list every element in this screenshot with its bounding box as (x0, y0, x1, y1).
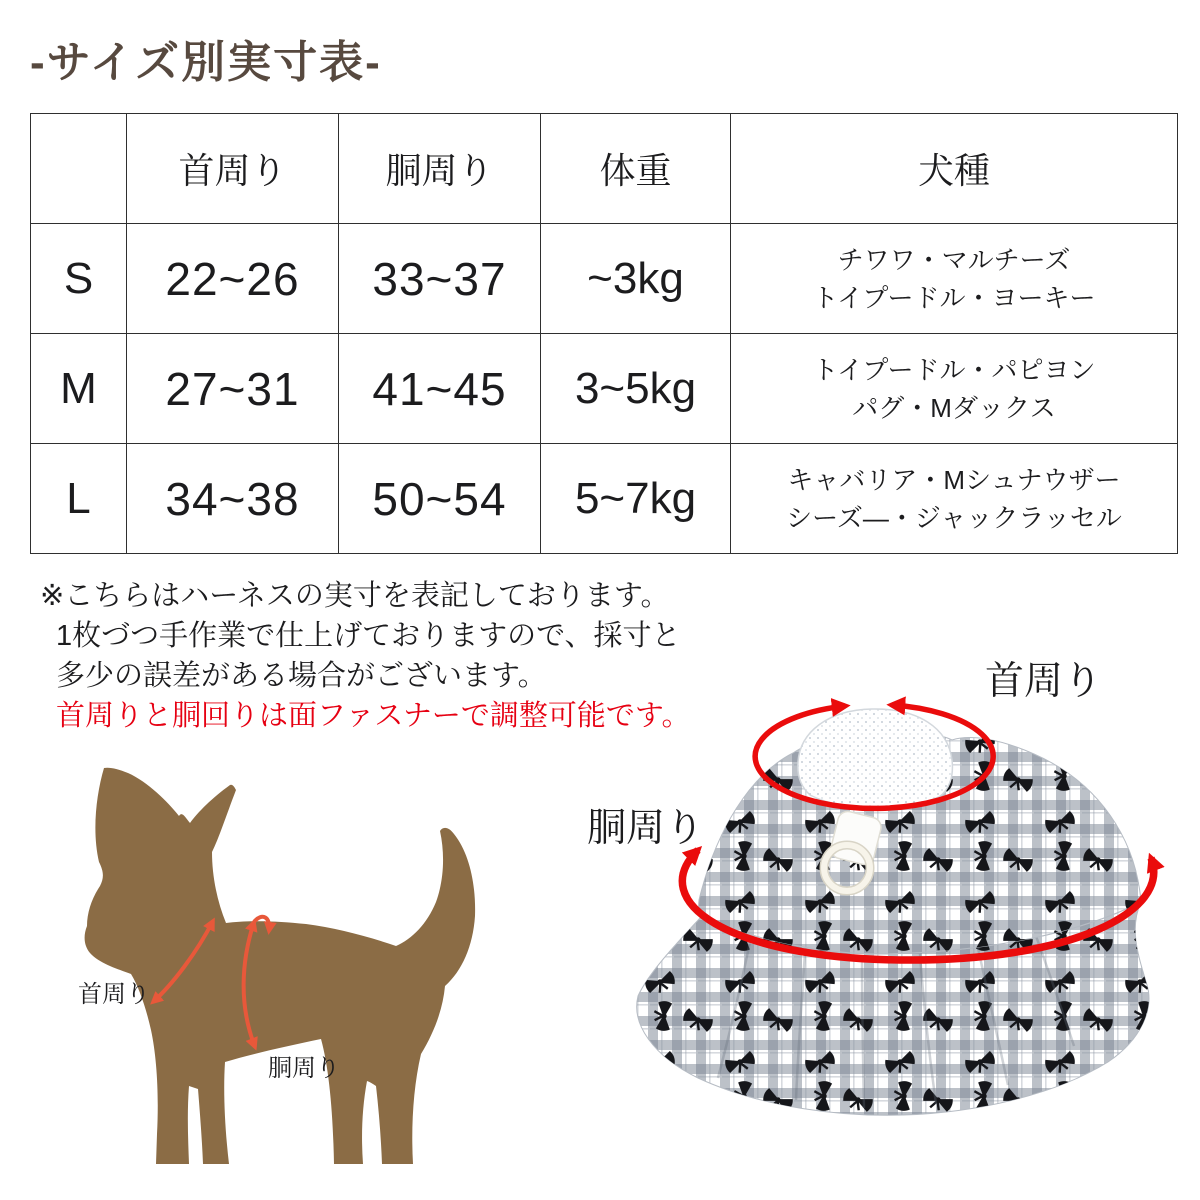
breed-line: キャバリア・Mシュナウザー (787, 464, 1121, 495)
chest-cell: 50~54 (339, 444, 541, 554)
weight-cell: 5~7kg (541, 444, 731, 554)
col-header-breed: 犬種 (731, 114, 1178, 224)
table-row-m (31, 334, 1178, 444)
breed-line: トイプードル・パピヨン (812, 354, 1096, 385)
col-header-chest: 胴周り (339, 114, 541, 224)
dress-collar (798, 709, 953, 808)
table-row-s (31, 224, 1178, 334)
dog-body-shape (85, 768, 476, 1164)
neck-cell: 27~31 (127, 334, 339, 444)
col-header-blank (31, 114, 127, 224)
breed-cell (731, 334, 1178, 444)
measurement-notes (40, 576, 691, 736)
col-header-weight: 体重 (541, 114, 731, 224)
weight-cell: ~3kg (541, 224, 731, 334)
note-line-3: 多少の誤差がある場合がございます。 (56, 660, 547, 692)
col-header-neck: 首周り (127, 114, 339, 224)
breed-line: シーズ―・ジャックラッセル (786, 502, 1122, 533)
breed-line: チワワ・マルチーズ (837, 244, 1071, 275)
dog-silhouette-graphic (40, 740, 520, 1200)
breed-line: パグ・Mダックス (852, 392, 1056, 423)
table-row-l (31, 444, 1178, 554)
size-table (30, 113, 1178, 554)
breed-cell (731, 444, 1178, 554)
chest-cell: 41~45 (339, 334, 541, 444)
dress-girth-label: 胴周り (587, 807, 705, 850)
neck-cell: 34~38 (127, 444, 339, 554)
breed-line: トイプードル・ヨーキー (812, 282, 1096, 313)
dress-photo-graphic (600, 680, 1200, 1140)
dog-neck-label: 首周り (78, 981, 150, 1008)
breed-cell (731, 224, 1178, 334)
table-header-row (31, 114, 1178, 224)
note-line-1: ※こちらはハーネスの実寸を表記しております。 (40, 580, 670, 612)
size-cell: L (31, 444, 127, 554)
note-line-2: 1枚づつ手作業で仕上げておりますので、採寸と (56, 620, 681, 652)
weight-cell: 3~5kg (541, 334, 731, 444)
note-highlight-red: 首周りと胴回りは面ファスナーで調整可能です。 (56, 700, 691, 732)
size-cell: S (31, 224, 127, 334)
page-title: -サイズ別実寸表- (30, 38, 382, 87)
size-cell: M (31, 334, 127, 444)
dress-neck-label: 首周り (985, 660, 1103, 703)
neck-cell: 22~26 (127, 224, 339, 334)
dog-girth-label: 胴周り (268, 1055, 340, 1082)
chest-cell: 33~37 (339, 224, 541, 334)
